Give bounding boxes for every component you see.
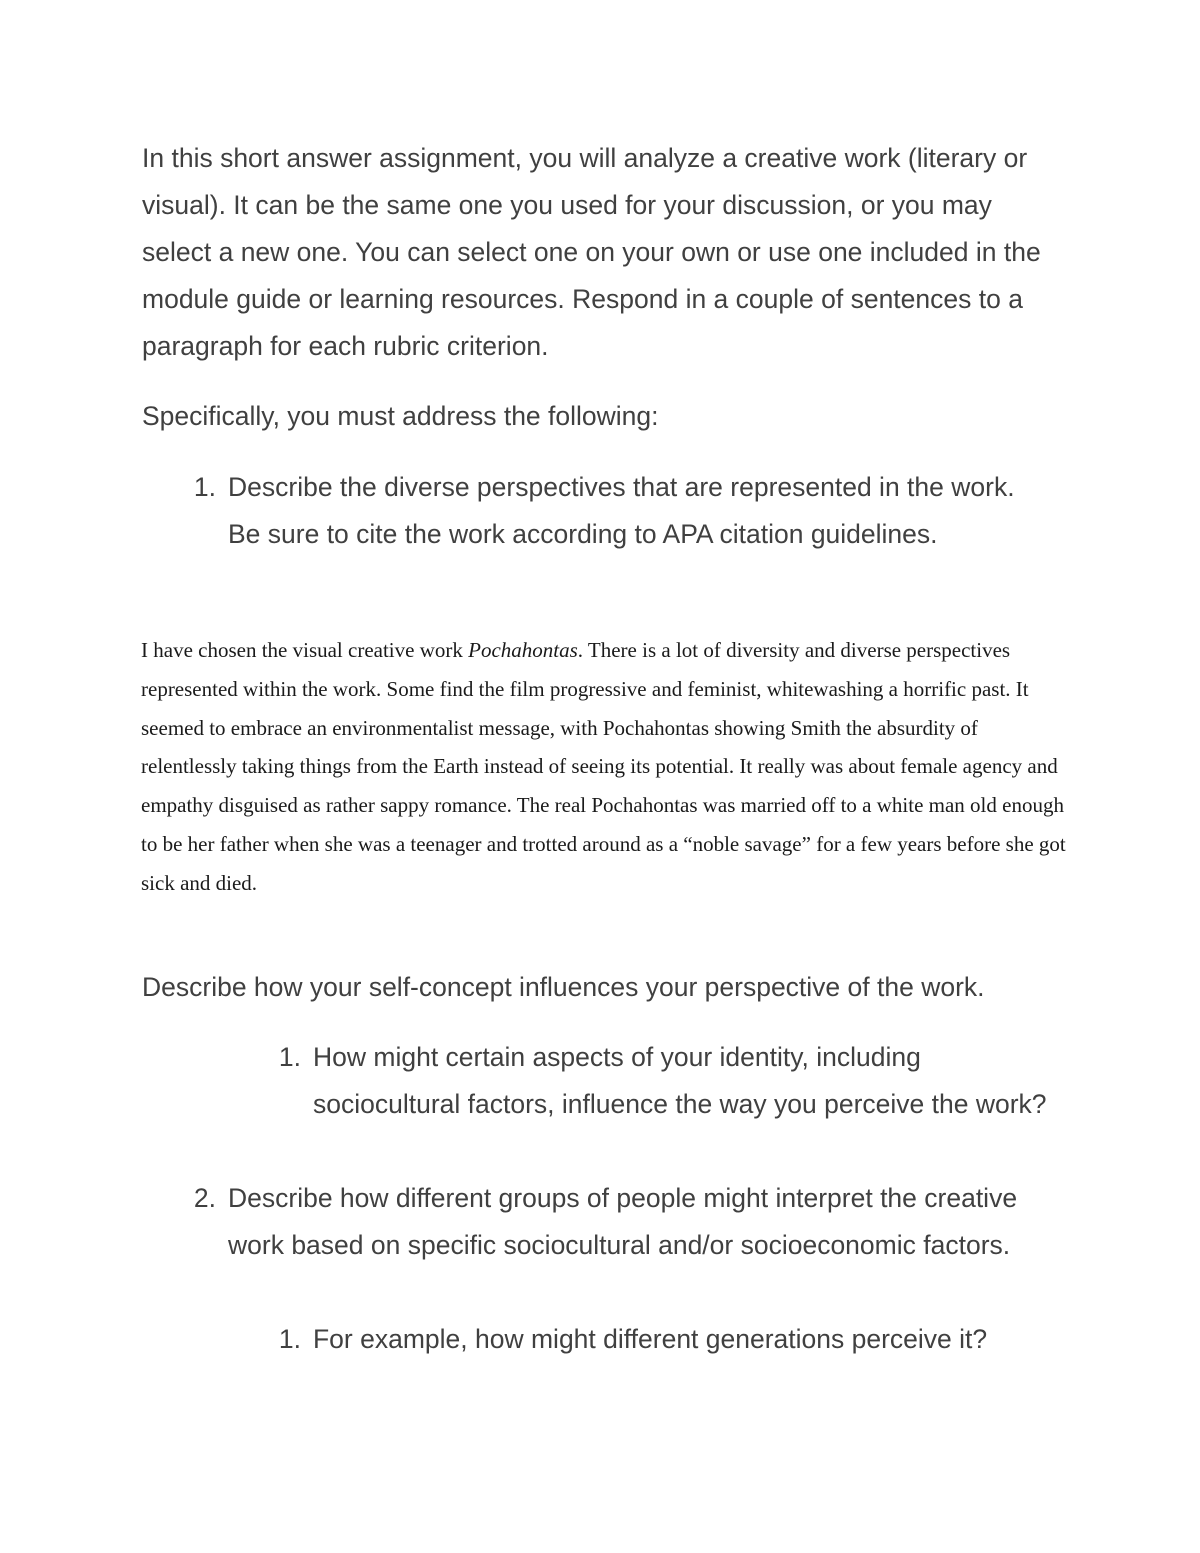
answer-body: . There is a lot of diversity and diverse perspectives represented within the work. Some find the film progressive and feminist, whitewashing a horrific past. It seemed to embrace an environmentalist message, with Pochahontas showing Smith the absurdity of relentlessly taking things from the Earth instead of seeing its potential. It really was about female agency and empathy disguised as rather sappy romance. The real Pochahontas was married off to a white man old enough to be her father when she was a teenager and trotted around as a “noble savage” for a few years before she got sick and died. [141,638,1066,895]
sub-item-groups-text: Describe how different groups of people might interpret the creative work based on specific sociocultural and/or socioeconomic factors. [228,1183,1018,1260]
sub-item-identity-number: 1. [278,1042,301,1072]
sub-item-identity-text: How might certain aspects of your identity, including sociocultural factors, influence the way you perceive the work? [313,1042,1047,1119]
question-1-text: Describe the diverse perspectives that are represented in the work. Be sure to cite the work according to APA citation guidelines. [228,472,1015,549]
answer-intro: I have chosen the visual creative work [141,638,469,662]
answer-paragraph [141,631,1066,903]
question-1-number: 1. [193,472,216,502]
instructions-lead: Specifically, you must address the following: [142,401,659,431]
sub-item-groups-number: 2. [193,1183,216,1213]
sub-item-generations-number: 1. [278,1324,301,1354]
self-concept-heading: Describe how your self-concept influences your perspective of the work. [142,972,985,1002]
work-title: Pochahontas [468,638,578,662]
intro-paragraph: In this short answer assignment, you will analyze a creative work (literary or visual). It can be the same one you used for your discussion, or you may select a new one. You can select one on your own or use one included in the module guide or learning resources. Respond in a couple of sentences to a paragraph for each rubric criterion. [142,143,1041,361]
sub-item-generations-text: For example, how might different generations perceive it? [313,1324,988,1354]
